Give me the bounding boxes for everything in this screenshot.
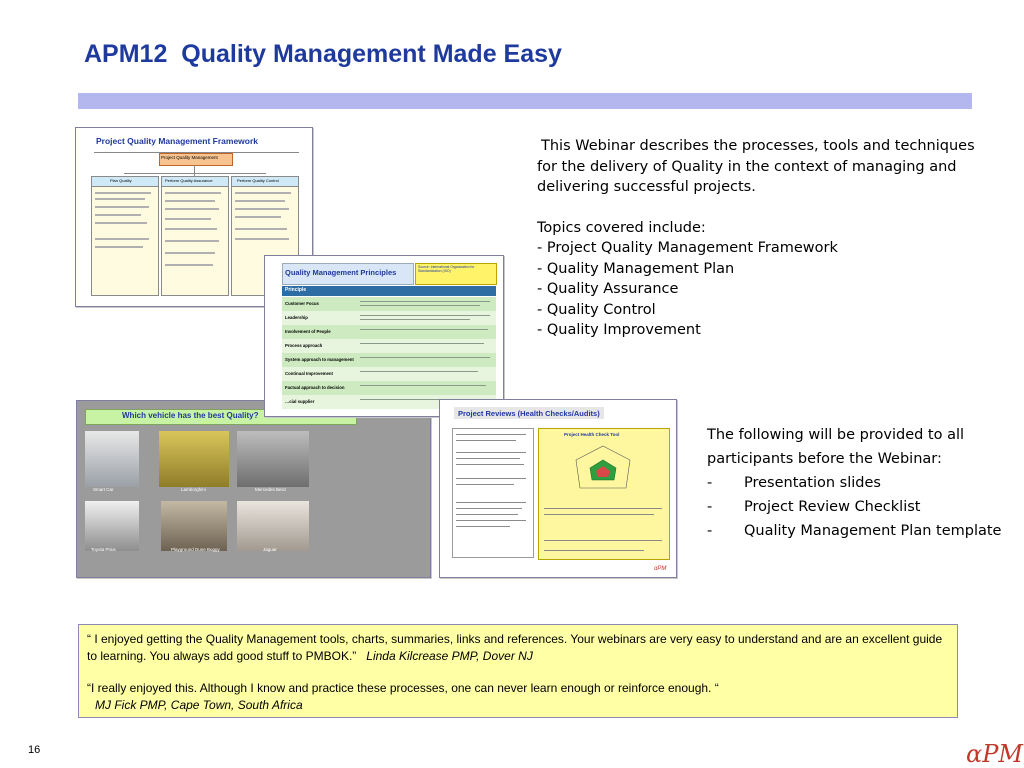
car-photo (161, 501, 227, 551)
text-line (95, 238, 149, 240)
page-number: 16 (28, 744, 41, 756)
apm-logo: αPM (966, 740, 1023, 768)
spacer (537, 198, 977, 218)
testimonial-text: “ I enjoyed getting the Quality Management tools, charts, summaries, links and references. Your webinars are very easy to understand and are an excellent guide to learning. You always add good stuff to PMBOK.” (87, 632, 943, 663)
text-line (360, 305, 480, 306)
text-line (456, 484, 514, 485)
framework-col-body (91, 186, 159, 296)
testimonial-text: “I really enjoyed this. Although I know and practice these processes, one can never learn enough or reinforce enough. “ (87, 681, 719, 695)
text-line (235, 228, 287, 230)
text-line (95, 192, 151, 194)
spacer (87, 664, 949, 680)
reviews-logo: αPM (654, 566, 667, 572)
car-photo (237, 501, 309, 551)
car-photo (85, 431, 139, 487)
text-line (360, 329, 488, 330)
testimonial-author: MJ Fick PMP, Cape Town, South Africa (95, 697, 303, 712)
principles-header-row (282, 286, 496, 296)
bullet-dash: - (707, 475, 713, 491)
thumbnail-vehicles (76, 400, 431, 578)
principle-row-label: Process approach (285, 343, 323, 348)
text-line (235, 216, 281, 218)
thumbnail-title: Project Quality Management Framework (96, 136, 259, 146)
principle-row-label: Factual approach to decision (285, 385, 345, 390)
provided-item-label: Quality Management Plan template (744, 523, 1002, 539)
text-line (165, 264, 213, 266)
provided-item-label: Project Review Checklist (744, 499, 921, 515)
principle-row-label: System approach to management (285, 357, 354, 362)
car-caption: Toyota Prius (91, 547, 116, 552)
radar-chart-icon (558, 442, 648, 502)
text-line (95, 198, 145, 200)
text-line (456, 440, 516, 441)
text-line (456, 458, 520, 459)
text-line (544, 508, 662, 509)
text-line (456, 464, 524, 465)
text-line (165, 208, 219, 210)
text-line (456, 514, 518, 515)
car-photo (237, 431, 309, 487)
provided-item (707, 495, 1007, 519)
car-caption: Smart Car (93, 487, 114, 492)
text-line (165, 240, 219, 242)
topic-item: - Project Quality Management Framework (537, 240, 838, 256)
thumbnail-title: Quality Management Principles (285, 268, 397, 277)
car-photo (85, 501, 139, 551)
car-caption: Lamborghini (181, 487, 206, 492)
testimonial (87, 631, 949, 664)
testimonial-author: Linda Kilcrease PMP, Dover NJ (366, 648, 533, 663)
text-line (456, 452, 526, 453)
topic-item: - Quality Improvement (537, 322, 701, 338)
car-caption: Mercedes Benz (255, 487, 287, 492)
framework-col-label: Plan Quality (110, 178, 132, 183)
principles-source: Source: International Organization for Standardization (ISO) (418, 265, 475, 274)
text-line (165, 200, 215, 202)
text-line (95, 214, 141, 216)
car-photo (159, 431, 229, 487)
text-line (360, 371, 478, 372)
text-line (456, 526, 510, 527)
topic-item: - Quality Assurance (537, 281, 679, 297)
topic-item: - Quality Management Plan (537, 260, 735, 277)
thumbnail-reviews (439, 399, 677, 578)
principle-row-label: Involvement of People (285, 329, 331, 334)
provided-heading: The following will be provided to all participants before the Webinar: (707, 427, 965, 467)
thumbnail-title: Project Reviews (Health Checks/Audits) (458, 409, 600, 418)
text-line (456, 520, 526, 521)
text-line (360, 357, 490, 358)
text-line (544, 514, 654, 515)
text-line (165, 228, 217, 230)
principle-row-label: …cial supplier (285, 399, 315, 404)
description-intro: This Webinar describes the processes, tools and techniques for the delivery of Quality in the context of managing and delivering successful projects. (537, 138, 975, 195)
connector (124, 173, 266, 174)
text-line (95, 222, 147, 224)
text-line (544, 550, 644, 551)
text-line (165, 252, 215, 254)
page-title: APM12 Quality Management Made Easy (84, 40, 562, 68)
principles-rows (282, 297, 496, 409)
thumbnail-principles (264, 255, 504, 417)
text-line (456, 502, 526, 503)
text-line (165, 192, 221, 194)
framework-root-label: Project Quality Management (161, 155, 218, 160)
text-line (544, 540, 662, 541)
title-bar (78, 93, 972, 109)
text-line (360, 319, 470, 320)
principle-row-label: Leadership (285, 315, 308, 320)
text-line (456, 434, 526, 435)
provided-materials (707, 423, 1007, 542)
webinar-description (537, 136, 977, 341)
text-line (360, 301, 490, 302)
provided-item-label: Presentation slides (744, 475, 881, 491)
provided-item (707, 519, 1007, 542)
car-caption: Playground Dune Buggy (171, 547, 220, 552)
framework-col-label: Perform Quality Control (237, 178, 279, 183)
bullet-dash: - (707, 499, 713, 515)
bullet-dash: - (707, 523, 713, 539)
topics-heading: Topics covered include: (537, 219, 706, 236)
text-line (456, 478, 526, 479)
reviews-chart-title: Project Health Check Tool (564, 432, 620, 437)
car-caption: Jaguar (263, 547, 277, 552)
text-line (235, 238, 289, 240)
text-line (235, 192, 291, 194)
principles-header: Principle (285, 287, 307, 293)
framework-col-label: Perform Quality Assurance (165, 178, 213, 183)
reviews-text-box (452, 428, 534, 558)
text-line (235, 208, 289, 210)
text-line (95, 246, 143, 248)
text-line (235, 200, 285, 202)
topic-item: - Quality Control (537, 301, 656, 318)
text-line (95, 206, 149, 208)
text-line (165, 218, 211, 220)
text-line (360, 343, 484, 344)
text-line (360, 315, 490, 316)
testimonials-box (78, 624, 958, 718)
thumbnail-title: Which vehicle has the best Quality? (122, 411, 259, 420)
principle-row-label: Customer Focus (285, 301, 319, 306)
provided-item (707, 471, 1007, 495)
text-line (456, 508, 522, 509)
text-line (360, 385, 486, 386)
principle-row-label: Continual Improvement (285, 371, 333, 376)
